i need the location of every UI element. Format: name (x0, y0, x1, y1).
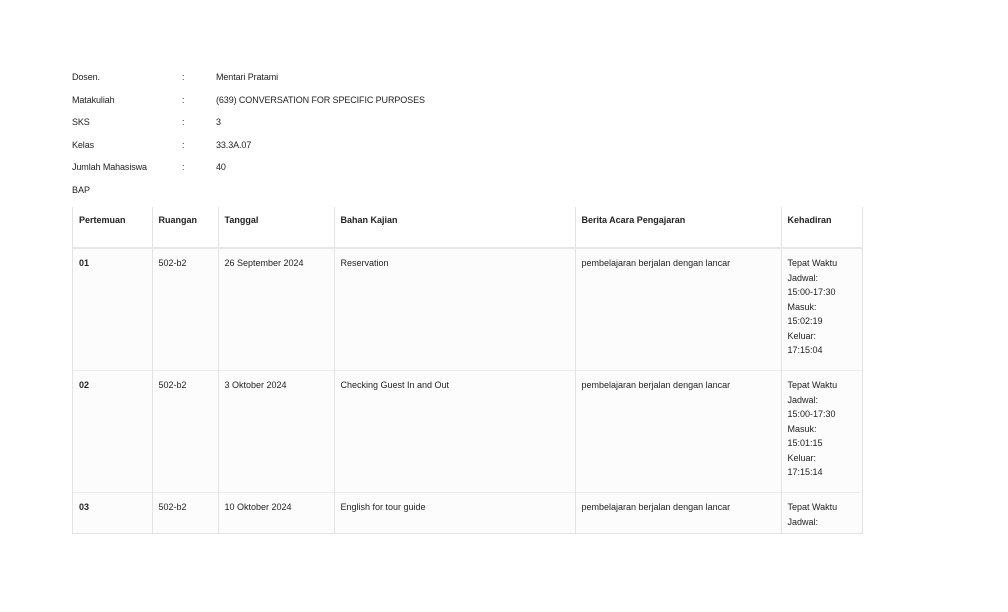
info-value-jumlah-mahasiswa: 40 (216, 162, 226, 172)
cell-pertemuan: 01 (79, 258, 90, 268)
info-value-matakuliah: (639) CONVERSATION FOR SPECIFIC PURPOSES (216, 94, 425, 105)
table-row (73, 248, 862, 371)
info-colon: : (182, 162, 185, 172)
attendance-line: Jadwal: (787, 394, 819, 405)
attendance-line: 15:00-17:30 (787, 409, 836, 419)
info-row-jumlah-mahasiswa (72, 162, 425, 185)
bap-heading: BAP (72, 185, 91, 195)
cell-bahan-kajian: Checking Guest In and Out (334, 371, 575, 493)
cell-bahan-kajian: Reservation (334, 248, 575, 371)
header-ruangan: Ruangan (152, 207, 218, 248)
cell-bahan-kajian: English for tour guide (334, 493, 575, 534)
cell-berita-acara: pembelajaran berjalan dengan lancar (575, 371, 781, 493)
attendance-line: Tepat Waktu (787, 502, 838, 512)
cell-tanggal: 3 Oktober 2024 (218, 371, 334, 493)
header-berita-acara: Berita Acara Pengajaran (575, 207, 781, 248)
attendance-line: 15:00-17:30 (787, 287, 836, 297)
table-header-row (73, 207, 862, 248)
info-value-sks: 3 (216, 117, 221, 127)
attendance-line: Tepat Waktu (787, 380, 838, 390)
info-row-kelas (72, 140, 425, 163)
info-colon: : (182, 139, 185, 150)
attendance-line: 15:01:15 (787, 438, 823, 448)
info-value-kelas: 33.3A.07 (216, 139, 252, 150)
header-kehadiran: Kehadiran (781, 207, 862, 248)
cell-pertemuan: 03 (73, 493, 152, 534)
info-label: Dosen. (72, 72, 100, 82)
info-label: SKS (72, 117, 90, 127)
cell-kehadiran (781, 248, 862, 371)
info-row-matakuliah (72, 95, 425, 118)
cell-berita-acara: pembelajaran berjalan dengan lancar (575, 493, 781, 534)
attendance-line: 17:15:04 (787, 345, 823, 355)
info-row-sks (72, 117, 425, 140)
attendance-line: 17:15:14 (787, 467, 823, 477)
cell-kehadiran (781, 371, 862, 493)
info-value-dosen: Mentari Pratami (216, 72, 279, 82)
attendance-line: Jadwal: (787, 272, 819, 283)
cell-ruangan: 502-b2 (152, 371, 218, 493)
table-row (73, 371, 862, 493)
cell-ruangan: 502-b2 (152, 248, 218, 371)
info-label: Kelas (72, 139, 95, 150)
course-info (72, 72, 425, 185)
bap-table-container (72, 207, 863, 534)
cell-ruangan: 502-b2 (152, 493, 218, 534)
cell-tanggal: 26 September 2024 (218, 248, 334, 371)
info-colon: : (182, 117, 185, 127)
attendance-line: 15:02:19 (787, 316, 823, 326)
attendance-line: Masuk: (787, 423, 817, 434)
attendance-line: Keluar: (787, 452, 817, 463)
cell-pertemuan: 02 (73, 371, 152, 493)
cell-berita-acara: pembelajaran berjalan dengan lancar (575, 248, 781, 371)
info-label: Matakuliah (72, 94, 115, 105)
info-label: Jumlah Mahasiswa (72, 162, 147, 172)
header-pertemuan: Pertemuan (73, 207, 152, 248)
attendance-line: Tepat Waktu (787, 258, 838, 268)
attendance-line: Jadwal: (787, 516, 819, 527)
header-bahan-kajian: Bahan Kajian (334, 207, 575, 248)
attendance-line: Masuk: (787, 301, 817, 312)
table-row (73, 493, 862, 534)
cell-tanggal: 10 Oktober 2024 (218, 493, 334, 534)
info-colon: : (182, 94, 185, 105)
cell-kehadiran (781, 493, 862, 534)
attendance-line: Keluar: (787, 330, 817, 341)
header-tanggal: Tanggal (218, 207, 334, 248)
info-colon: : (182, 72, 185, 82)
bap-table (73, 207, 862, 533)
info-row-dosen (72, 72, 425, 95)
